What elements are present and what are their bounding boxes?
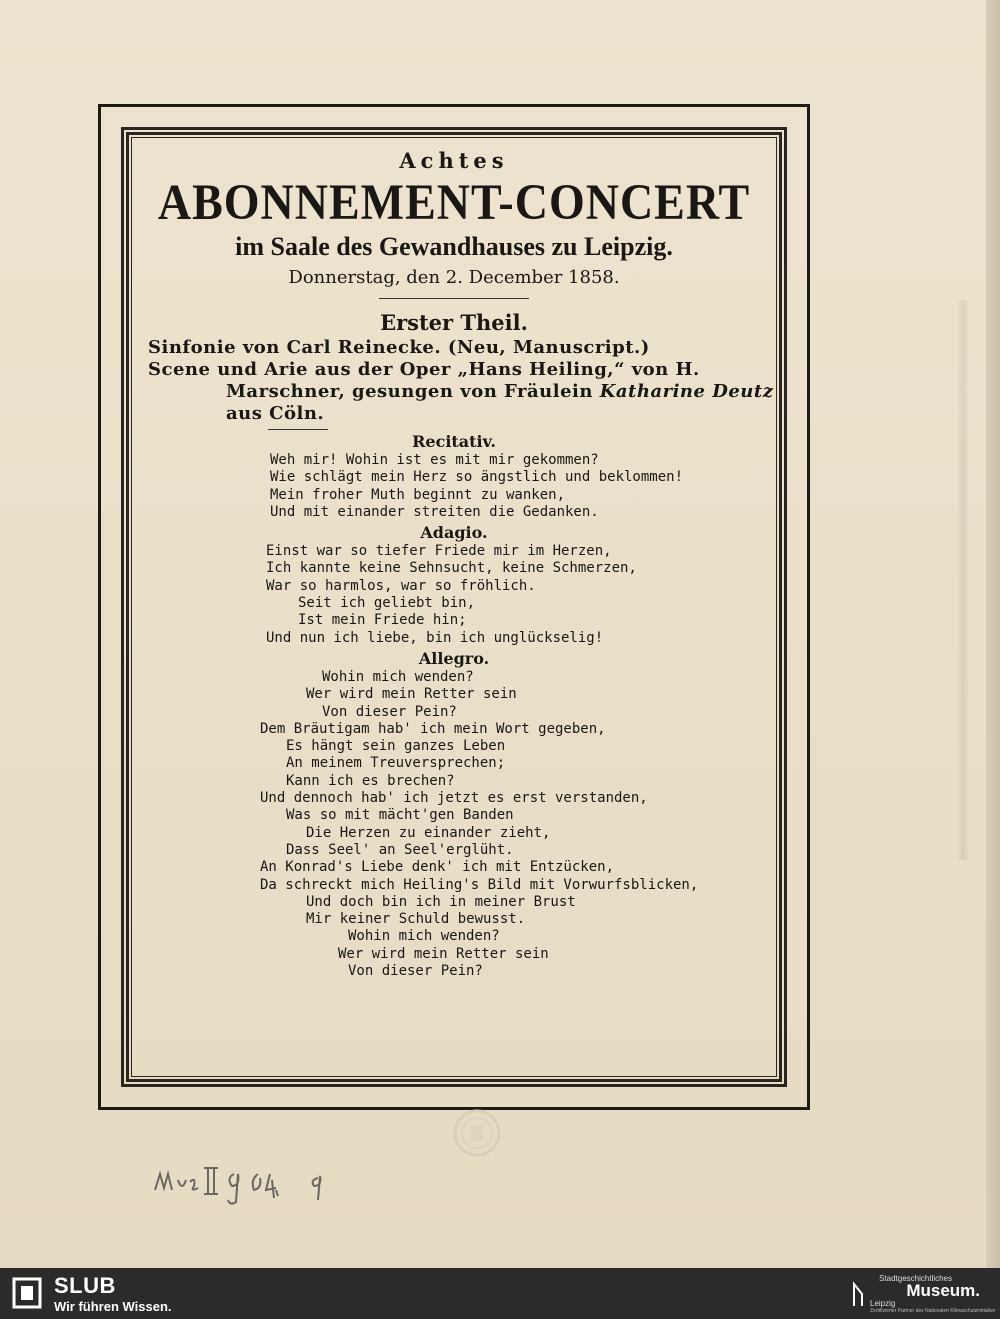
allegro-verse xyxy=(260,668,790,980)
divider xyxy=(379,298,529,299)
verse-line: An Konrad's Liebe denk' ich mit Entzücken, xyxy=(260,859,615,876)
verse-line: Ich kannte keine Sehnsucht, keine Schmerzen, xyxy=(266,560,637,577)
concert-program xyxy=(118,140,790,980)
verse-line: Mir keiner Schuld bewusst. xyxy=(306,911,526,928)
library-stamp xyxy=(452,1108,502,1158)
verse-line: Wer wird mein Retter sein xyxy=(306,686,517,703)
verse-line: An meinem Treuversprechen; xyxy=(286,755,506,772)
slub-logo-icon xyxy=(12,1277,42,1309)
paper-fold xyxy=(958,300,968,860)
verse-line: Wohin mich wenden? xyxy=(348,928,500,945)
verse-line: Wie schlägt mein Herz so ängstlich und beklommen! xyxy=(270,469,684,486)
verse-line: Dass Seel' an Seel'erglüht. xyxy=(286,841,514,858)
museum-city: Leipzig xyxy=(870,1299,896,1308)
allegro-heading: Allegro. xyxy=(418,648,490,668)
page-edge xyxy=(986,0,1000,1268)
verse-line: Mein froher Muth beginnt zu wanken, xyxy=(270,486,566,503)
verse-line: Weh mir! Wohin ist es mit mir gekommen? xyxy=(270,452,599,468)
adagio-verse xyxy=(266,543,790,647)
verse-line: Einst war so tiefer Friede mir im Herzen, xyxy=(266,543,612,560)
header-small: Achtes xyxy=(399,148,509,173)
concert-date: Donnerstag, den 2. December 1858. xyxy=(288,267,620,288)
museum-name[interactable]: Museum. xyxy=(906,1281,980,1300)
verse-line: Was so mit mächt'gen Banden xyxy=(286,807,514,824)
program-item-arie-line2 xyxy=(226,381,790,403)
program-item-arie-line3: aus Cöln. xyxy=(226,403,325,424)
verse-line: Ist mein Friede hin; xyxy=(298,612,467,629)
program-item-sinfonie: Sinfonie von Carl Reinecke. (Neu, Manuscript.) xyxy=(148,337,650,358)
verse-line: Und dennoch hab' ich jetzt es erst verstanden, xyxy=(260,790,648,807)
singer-name: Katharine Deutz xyxy=(599,381,774,402)
verse-line: Die Herzen zu einander zieht, xyxy=(306,824,551,841)
verse-line: Dem Bräutigam hab' ich mein Wort gegeben, xyxy=(260,720,606,737)
program-item-arie: Scene und Arie aus der Oper „Hans Heiling,“ von H. xyxy=(148,359,700,380)
museum-logo-icon xyxy=(852,1280,864,1308)
recitativ-verse xyxy=(270,452,790,521)
program-item-arie-prefix: Marschner, gesungen von Fräulein xyxy=(226,381,600,402)
part-heading: Erster Theil. xyxy=(380,310,528,335)
verse-line: Und doch bin ich in meiner Brust xyxy=(306,893,576,910)
verse-line: Von dieser Pein? xyxy=(348,963,483,980)
footer-bar xyxy=(0,1268,1000,1319)
adagio-heading: Adagio. xyxy=(420,523,488,543)
museum-note: Zertifizierter Partner des Nationalen Klimaschutzinitiative xyxy=(870,1308,996,1314)
verse-line: War so harmlos, war so fröhlich. xyxy=(266,577,536,594)
verse-line: Es hängt sein ganzes Leben xyxy=(286,738,506,755)
slub-slogan: Wir führen Wissen. xyxy=(54,1299,172,1314)
venue-subtitle: im Saale des Gewandhauses zu Leipzig. xyxy=(235,232,673,261)
verse-line: Kann ich es brechen? xyxy=(286,772,455,789)
verse-line: Da schreckt mich Heiling's Bild mit Vorwurfsblicken, xyxy=(260,876,699,893)
recitativ-heading: Recitativ. xyxy=(412,432,496,451)
verse-line: Wer wird mein Retter sein xyxy=(338,945,549,962)
verse-line: Seit ich geliebt bin, xyxy=(298,595,476,612)
verse-line: Und nun ich liebe, bin ich unglückselig! xyxy=(266,629,604,646)
museum-label-top: Stadtgeschichtliches xyxy=(879,1274,952,1283)
slub-name[interactable]: SLUB xyxy=(54,1273,116,1298)
verse-line: Und mit einander streiten die Gedanken. xyxy=(270,503,599,520)
divider-small xyxy=(268,429,328,430)
concert-title: ABONNEMENT-CONCERT xyxy=(157,173,751,230)
verse-line: Von dieser Pein? xyxy=(322,703,457,720)
verse-line: Wohin mich wenden? xyxy=(322,668,474,685)
handwritten-shelfmark xyxy=(150,1160,350,1206)
